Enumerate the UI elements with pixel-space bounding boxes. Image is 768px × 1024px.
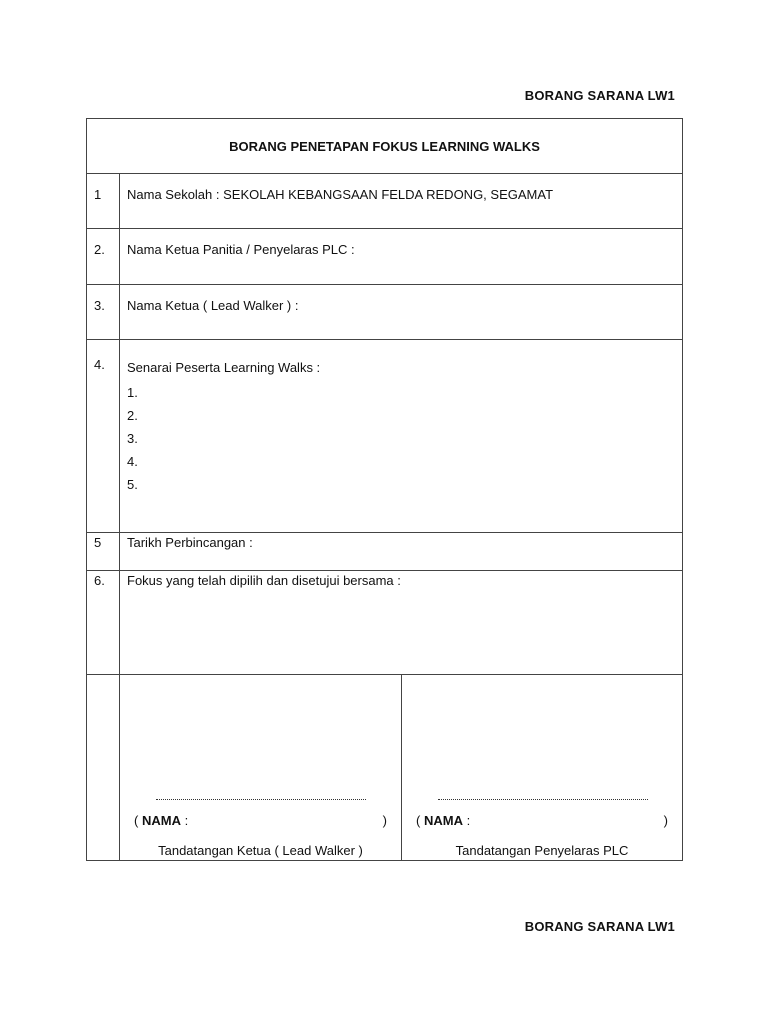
row-number: 2. bbox=[87, 229, 120, 285]
participant-item[interactable]: 4. bbox=[127, 454, 138, 469]
discussion-date-field[interactable]: Tarikh Perbincangan : bbox=[120, 533, 683, 571]
row-panel-head bbox=[87, 229, 683, 285]
row-lead-walker bbox=[87, 285, 683, 340]
row-school-name bbox=[87, 174, 683, 229]
signature-lead-walker[interactable] bbox=[120, 675, 402, 861]
panel-head-field[interactable]: Nama Ketua Panitia / Penyelaras PLC : bbox=[120, 229, 683, 285]
row-number: 4. bbox=[87, 340, 120, 533]
name-colon: : bbox=[184, 813, 189, 828]
row-number: 5 bbox=[87, 533, 120, 571]
signature-caption: Tandatangan Ketua ( Lead Walker ) bbox=[158, 843, 363, 858]
row-number: 1 bbox=[87, 174, 120, 229]
signature-dotted-line bbox=[438, 799, 648, 800]
row-number: 6. bbox=[87, 571, 120, 675]
close-paren: ) bbox=[382, 813, 387, 828]
participants-field[interactable] bbox=[120, 340, 683, 533]
name-colon: : bbox=[466, 813, 471, 828]
participants-label: Senarai Peserta Learning Walks : bbox=[127, 360, 321, 375]
participant-item[interactable]: 1. bbox=[127, 385, 138, 400]
form-code-footer: BORANG SARANA LW1 bbox=[524, 919, 675, 934]
participant-item[interactable]: 3. bbox=[127, 431, 138, 446]
name-label: NAMA bbox=[141, 813, 181, 828]
row-signatures bbox=[87, 675, 683, 861]
row-agreed-focus bbox=[87, 571, 683, 675]
open-paren: ( bbox=[134, 813, 139, 828]
close-paren: ) bbox=[663, 813, 668, 828]
row-participants bbox=[87, 340, 683, 533]
name-label: NAMA bbox=[423, 813, 463, 828]
participant-item[interactable]: 5. bbox=[127, 477, 138, 492]
open-paren: ( bbox=[416, 813, 421, 828]
agreed-focus-field[interactable]: Fokus yang telah dipilih dan disetujui bersama : bbox=[120, 571, 683, 675]
school-name-field[interactable]: Nama Sekolah : SEKOLAH KEBANGSAAN FELDA REDONG, SEGAMAT bbox=[120, 174, 683, 229]
participant-item[interactable]: 2. bbox=[127, 408, 138, 423]
form-title: BORANG PENETAPAN FOKUS LEARNING WALKS bbox=[87, 119, 683, 174]
signature-caption: Tandatangan Penyelaras PLC bbox=[455, 843, 629, 858]
focus-form-table bbox=[86, 118, 683, 861]
signature-plc-coordinator[interactable] bbox=[402, 675, 683, 861]
participant-list bbox=[127, 381, 682, 496]
row-number: 3. bbox=[87, 285, 120, 340]
name-line bbox=[134, 813, 387, 828]
form-code-header: BORANG SARANA LW1 bbox=[524, 88, 675, 103]
empty-number-cell bbox=[87, 675, 120, 861]
name-line bbox=[416, 813, 668, 828]
lead-walker-field[interactable]: Nama Ketua ( Lead Walker ) : bbox=[120, 285, 683, 340]
row-discussion-date bbox=[87, 533, 683, 571]
signature-dotted-line bbox=[156, 799, 366, 800]
